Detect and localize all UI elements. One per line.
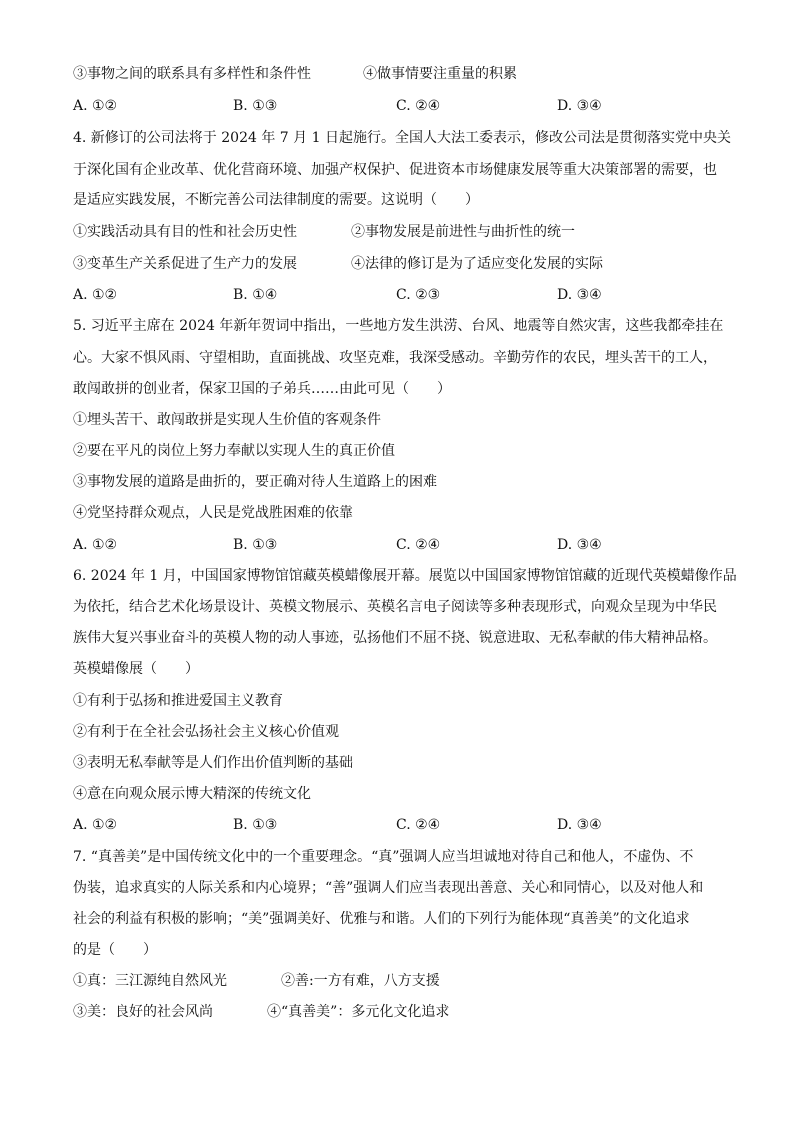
q4-option-1: ①实践活动具有目的性和社会历史性 xyxy=(73,224,297,240)
q4-option-3: ③变革生产关系促进了生产力的发展 xyxy=(73,256,297,272)
q7-stem-line: 7. “真善美”是中国传统文化中的一个重要理念。“真”强调人应当坦诚地对待自己和他人，不虚伪、不 xyxy=(73,849,694,865)
q4-choice-d: D. ③④ xyxy=(557,287,602,303)
q3-choice-b: B. ①③ xyxy=(233,98,278,114)
q6-choice-b: B. ①③ xyxy=(233,817,278,833)
q6-option-2: ②有利于在全社会弘扬社会主义核心价值观 xyxy=(73,724,339,740)
q6-choice-d: D. ③④ xyxy=(557,817,602,833)
q5-option-4: ④党坚持群众观点，人民是党战胜困难的依靠 xyxy=(73,505,353,521)
q4-choice-a: A. ①② xyxy=(73,287,118,303)
q5-option-2: ②要在平凡的岗位上努力奉献以实现人生的真正价值 xyxy=(73,443,395,459)
q4-choice-c: C. ②③ xyxy=(396,287,441,303)
q7-stem-line: 的是（ ） xyxy=(73,942,157,958)
q4-choice-b: B. ①④ xyxy=(233,287,278,303)
q6-option-1: ①有利于弘扬和推进爱国主义教育 xyxy=(73,693,283,709)
q7-option-1: ①真：三江源纯自然风光 xyxy=(73,973,227,989)
q6-choice-c: C. ②④ xyxy=(396,817,441,833)
q6-option-4: ④意在向观众展示博大精深的传统文化 xyxy=(73,786,311,802)
q6-option-3: ③表明无私奉献等是人们作出价值判断的基础 xyxy=(73,755,353,771)
q6-stem-line: 族伟大复兴事业奋斗的英模人物的动人事迹，弘扬他们不屈不挠、锐意进取、无私奉献的伟大精神品格。 xyxy=(73,630,717,646)
q4-option-2: ②事物发展是前进性与曲折性的统一 xyxy=(351,224,575,240)
q6-choice-a: A. ①② xyxy=(73,817,118,833)
q7-stem-line: 社会的利益有积极的影响；“美”强调美好、优雅与和谐。人们的下列行为能体现“真善美”的文化追求 xyxy=(73,911,690,927)
q7-stem-line: 伪装，追求真实的人际关系和内心境界；“善”强调人们应当表现出善意、关心和同情心，以及对他人和 xyxy=(73,880,704,896)
q4-option-4: ④法律的修订是为了适应变化发展的实际 xyxy=(351,256,603,272)
q6-stem-line: 为依托，结合艺术化场景设计、英模文物展示、英模名言电子阅读等多种表现形式，向观众呈现为中华民 xyxy=(73,599,717,615)
q4-stem-line: 4. 新修订的公司法将于 2024 年 7 月 1 日起施行。全国人大法工委表示，修改公司法是贯彻落实党中央关 xyxy=(73,130,731,146)
q7-option-3: ③美：良好的社会风尚 xyxy=(73,1004,213,1020)
q5-choice-d: D. ③④ xyxy=(557,537,602,553)
q6-stem-line: 6. 2024 年 1 月，中国国家博物馆馆藏英模蜡像展开幕。展览以中国国家博物馆馆藏的近现代英模蜡像作品 xyxy=(73,568,737,584)
q5-choice-a: A. ①② xyxy=(73,537,118,553)
q3-option-4: ④做事情要注重量的积累 xyxy=(363,66,517,82)
q3-choice-c: C. ②④ xyxy=(396,98,441,114)
q5-stem-line: 心。大家不惧风雨、守望相助，直面挑战、攻坚克难，我深受感动。辛勤劳作的农民，埋头苦干的工人， xyxy=(73,350,717,366)
q5-option-1: ①埋头苦干、敢闯敢拼是实现人生价值的客观条件 xyxy=(73,412,381,428)
q5-stem-line: 5. 习近平主席在 2024 年新年贺词中指出，一些地方发生洪涝、台风、地震等自然灾害，这些我都牵挂在 xyxy=(73,318,724,334)
q3-option-3: ③事物之间的联系具有多样性和条件性 xyxy=(73,66,311,82)
q4-stem-line: 于深化国有企业改革、优化营商环境、加强产权保护、促进资本市场健康发展等重大决策部署的需要，也 xyxy=(73,162,717,178)
q5-choice-b: B. ①③ xyxy=(233,537,278,553)
q3-choice-d: D. ③④ xyxy=(557,98,602,114)
q7-option-4: ④“真善美”：多元化文化追求 xyxy=(267,1004,450,1020)
q7-option-2: ②善:一方有难，八方支援 xyxy=(281,973,440,989)
q5-choice-c: C. ②④ xyxy=(396,537,441,553)
q5-option-3: ③事物发展的道路是曲折的，要正确对待人生道路上的困难 xyxy=(73,474,437,490)
q4-stem-line: 是适应实践发展，不断完善公司法律制度的需要。这说明（ ） xyxy=(73,192,479,208)
q6-stem-line: 英模蜡像展（ ） xyxy=(73,661,199,677)
q3-choice-a: A. ①② xyxy=(73,98,118,114)
q5-stem-line: 敢闯敢拼的创业者，保家卫国的子弟兵……由此可见（ ） xyxy=(73,381,451,397)
